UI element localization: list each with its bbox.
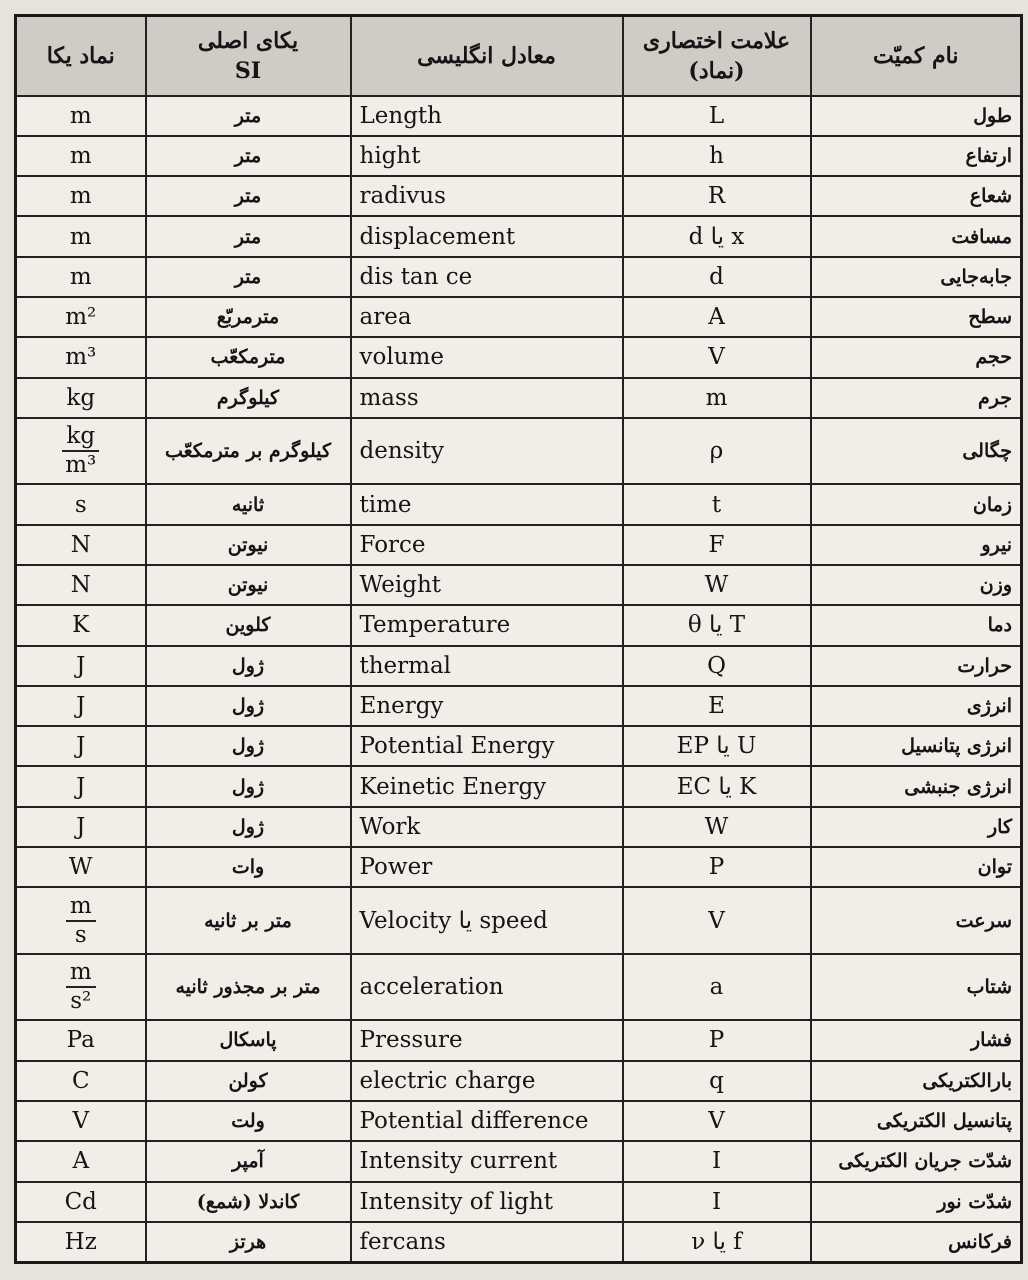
english-cell: fercans (351, 1222, 623, 1263)
unit-symbol-cell: N (16, 525, 146, 565)
unit-symbol-cell: K (16, 605, 146, 645)
quantity-name-cell: چگالی (811, 418, 1022, 485)
unit-symbol-cell: J (16, 686, 146, 726)
symbol-cell: Q (623, 646, 811, 686)
unit-symbol-cell: A (16, 1141, 146, 1181)
si-unit-cell: کلوین (146, 605, 351, 645)
english-cell: radivus (351, 176, 623, 216)
quantity-name-cell: جابه‌جایی (811, 257, 1022, 297)
si-unit-cell: ثانیه (146, 484, 351, 524)
quantity-name-cell: زمان (811, 484, 1022, 524)
symbol-cell: x یا d (623, 216, 811, 256)
quantity-name-cell: انرژی پتانسیل (811, 726, 1022, 766)
header-symbol-line1: علامت اختصاری (642, 27, 791, 54)
english-cell: mass (351, 378, 623, 418)
si-unit-cell: متر (146, 176, 351, 216)
symbol-cell: ρ (623, 418, 811, 485)
quantity-name-cell: جرم (811, 378, 1022, 418)
header-row (16, 16, 1022, 96)
unit-denominator: s (74, 921, 87, 948)
si-unit-cell: پاسکال (146, 1020, 351, 1060)
table-row (16, 686, 1022, 726)
quantity-name-cell: ارتفاع (811, 136, 1022, 176)
si-unit-cell: هرتز (146, 1222, 351, 1263)
si-unit-cell: ولت (146, 1101, 351, 1141)
table-row (16, 378, 1022, 418)
si-unit-cell: نیوتن (146, 525, 351, 565)
si-unit-cell: متر (146, 96, 351, 136)
table-row (16, 646, 1022, 686)
symbol-cell: W (623, 565, 811, 605)
si-unit-cell: آمپر (146, 1141, 351, 1181)
table-row (16, 1141, 1022, 1181)
quantity-name-cell: شتاب (811, 954, 1022, 1021)
english-cell: Power (351, 847, 623, 887)
table-row (16, 726, 1022, 766)
si-unit-cell: وات (146, 847, 351, 887)
quantity-name-cell: پتانسیل الکتریکی (811, 1101, 1022, 1141)
english-cell: Intensity current (351, 1141, 623, 1181)
unit-symbol-cell (16, 887, 146, 954)
table-row (16, 1182, 1022, 1222)
quantity-name-cell: شدّت نور (811, 1182, 1022, 1222)
table-row (16, 565, 1022, 605)
unit-symbol-cell: V (16, 1101, 146, 1141)
quantity-name-cell: دما (811, 605, 1022, 645)
english-cell: Keinetic Energy (351, 766, 623, 806)
header-unit-symbol: نماد یکا (16, 16, 146, 96)
si-unit-cell: کیلوگرم بر مترمکعّب (146, 418, 351, 485)
symbol-cell: V (623, 887, 811, 954)
symbol-cell: I (623, 1182, 811, 1222)
si-unit-cell: ژول (146, 646, 351, 686)
table-row (16, 807, 1022, 847)
english-cell: Length (351, 96, 623, 136)
english-cell: density (351, 418, 623, 485)
table-row (16, 954, 1022, 1021)
table-row (16, 847, 1022, 887)
header-si-unit (146, 16, 351, 96)
si-unit-cell: نیوتن (146, 565, 351, 605)
symbol-cell: A (623, 297, 811, 337)
table-row (16, 297, 1022, 337)
symbol-cell: h (623, 136, 811, 176)
si-unit-cell: ژول (146, 807, 351, 847)
table-row (16, 257, 1022, 297)
unit-symbol-cell: Hz (16, 1222, 146, 1263)
header-symbol (623, 16, 811, 96)
unit-fraction (62, 423, 99, 479)
unit-symbol-cell: m² (16, 297, 146, 337)
table-row (16, 1222, 1022, 1263)
unit-symbol-cell: m (16, 176, 146, 216)
unit-symbol-cell: N (16, 565, 146, 605)
table-row (16, 525, 1022, 565)
symbol-cell: P (623, 847, 811, 887)
symbol-cell: T یا θ (623, 605, 811, 645)
quantity-name-cell: بارالکتریکی (811, 1061, 1022, 1101)
si-unit-cell: متر (146, 216, 351, 256)
symbol-cell: V (623, 337, 811, 377)
si-unit-cell: کیلوگرم (146, 378, 351, 418)
symbol-cell: f یا ν (623, 1222, 811, 1263)
english-cell: Potential difference (351, 1101, 623, 1141)
symbol-cell: q (623, 1061, 811, 1101)
english-cell: Velocity یا speed (351, 887, 623, 954)
unit-symbol-cell (16, 418, 146, 485)
si-units-table (14, 14, 1023, 1264)
unit-symbol-cell: J (16, 807, 146, 847)
english-cell: acceleration (351, 954, 623, 1021)
symbol-cell: E (623, 686, 811, 726)
quantity-name-cell: مسافت (811, 216, 1022, 256)
table-row (16, 418, 1022, 485)
quantity-name-cell: توان (811, 847, 1022, 887)
unit-symbol-cell (16, 954, 146, 1021)
table-row (16, 136, 1022, 176)
unit-symbol-cell: kg (16, 378, 146, 418)
english-cell: volume (351, 337, 623, 377)
unit-symbol-cell: m (16, 136, 146, 176)
symbol-cell: L (623, 96, 811, 136)
english-cell: Potential Energy (351, 726, 623, 766)
quantity-name-cell: طول (811, 96, 1022, 136)
quantity-name-cell: شدّت جریان الکتریکی (811, 1141, 1022, 1181)
table-row (16, 96, 1022, 136)
symbol-cell: t (623, 484, 811, 524)
english-cell: time (351, 484, 623, 524)
unit-fraction (66, 959, 96, 1015)
unit-symbol-cell: Pa (16, 1020, 146, 1060)
table-row (16, 337, 1022, 377)
unit-denominator: s² (70, 988, 92, 1015)
english-cell: area (351, 297, 623, 337)
si-unit-cell: ژول (146, 726, 351, 766)
si-unit-cell: کولن (146, 1061, 351, 1101)
header-si-unit-line1: یکای اصلی (197, 27, 299, 54)
si-unit-cell: متر بر ثانیه (146, 887, 351, 954)
si-unit-cell: متر (146, 136, 351, 176)
quantity-name-cell: سطح (811, 297, 1022, 337)
table-row (16, 1020, 1022, 1060)
symbol-cell: W (623, 807, 811, 847)
header-english: معادل انگلیسی (351, 16, 623, 96)
header-si-unit-line2: SI (234, 57, 262, 84)
english-cell: Pressure (351, 1020, 623, 1060)
symbol-cell: F (623, 525, 811, 565)
unit-numerator: kg (62, 423, 99, 452)
unit-symbol-cell: W (16, 847, 146, 887)
quantity-name-cell: حجم (811, 337, 1022, 377)
si-unit-cell: متر (146, 257, 351, 297)
si-unit-cell: ژول (146, 766, 351, 806)
table-row (16, 1101, 1022, 1141)
symbol-cell: K یا EC (623, 766, 811, 806)
quantity-name-cell: نیرو (811, 525, 1022, 565)
quantity-name-cell: انرژی جنبشی (811, 766, 1022, 806)
table-row (16, 887, 1022, 954)
unit-denominator: m³ (65, 452, 97, 479)
english-cell: dis tan ce (351, 257, 623, 297)
symbol-cell: d (623, 257, 811, 297)
unit-numerator: m (66, 959, 96, 988)
table-row (16, 176, 1022, 216)
header-symbol-line2: (نماد) (688, 57, 745, 84)
quantity-name-cell: فرکانس (811, 1222, 1022, 1263)
english-cell: hight (351, 136, 623, 176)
si-unit-cell: مترمربّع (146, 297, 351, 337)
unit-symbol-cell: J (16, 766, 146, 806)
unit-symbol-cell: J (16, 646, 146, 686)
unit-symbol-cell: Cd (16, 1182, 146, 1222)
symbol-cell: I (623, 1141, 811, 1181)
english-cell: thermal (351, 646, 623, 686)
table-row (16, 216, 1022, 256)
english-cell: electric charge (351, 1061, 623, 1101)
quantity-name-cell: انرژی (811, 686, 1022, 726)
symbol-cell: V (623, 1101, 811, 1141)
unit-symbol-cell: m³ (16, 337, 146, 377)
symbol-cell: U یا EP (623, 726, 811, 766)
table-row (16, 605, 1022, 645)
symbol-cell: m (623, 378, 811, 418)
unit-symbol-cell: m (16, 216, 146, 256)
table-row (16, 1061, 1022, 1101)
unit-symbol-cell: m (16, 257, 146, 297)
symbol-cell: P (623, 1020, 811, 1060)
si-unit-cell: مترمکعّب (146, 337, 351, 377)
header-quantity: نام کمیّت (811, 16, 1022, 96)
quantity-name-cell: فشار (811, 1020, 1022, 1060)
english-cell: Work (351, 807, 623, 847)
table-row (16, 766, 1022, 806)
unit-symbol-cell: m (16, 96, 146, 136)
quantity-name-cell: کار (811, 807, 1022, 847)
quantity-name-cell: سرعت (811, 887, 1022, 954)
english-cell: displacement (351, 216, 623, 256)
english-cell: Temperature (351, 605, 623, 645)
unit-numerator: m (66, 893, 96, 922)
quantity-name-cell: حرارت (811, 646, 1022, 686)
quantity-name-cell: وزن (811, 565, 1022, 605)
unit-symbol-cell: C (16, 1061, 146, 1101)
table-row (16, 484, 1022, 524)
si-unit-cell: متر بر مجذور ثانیه (146, 954, 351, 1021)
english-cell: Energy (351, 686, 623, 726)
english-cell: Weight (351, 565, 623, 605)
unit-symbol-cell: J (16, 726, 146, 766)
symbol-cell: R (623, 176, 811, 216)
unit-fraction (66, 893, 96, 949)
quantity-name-cell: شعاع (811, 176, 1022, 216)
si-unit-cell: ژول (146, 686, 351, 726)
english-cell: Force (351, 525, 623, 565)
english-cell: Intensity of light (351, 1182, 623, 1222)
unit-symbol-cell: s (16, 484, 146, 524)
si-unit-cell: کاندلا (شمع) (146, 1182, 351, 1222)
symbol-cell: a (623, 954, 811, 1021)
